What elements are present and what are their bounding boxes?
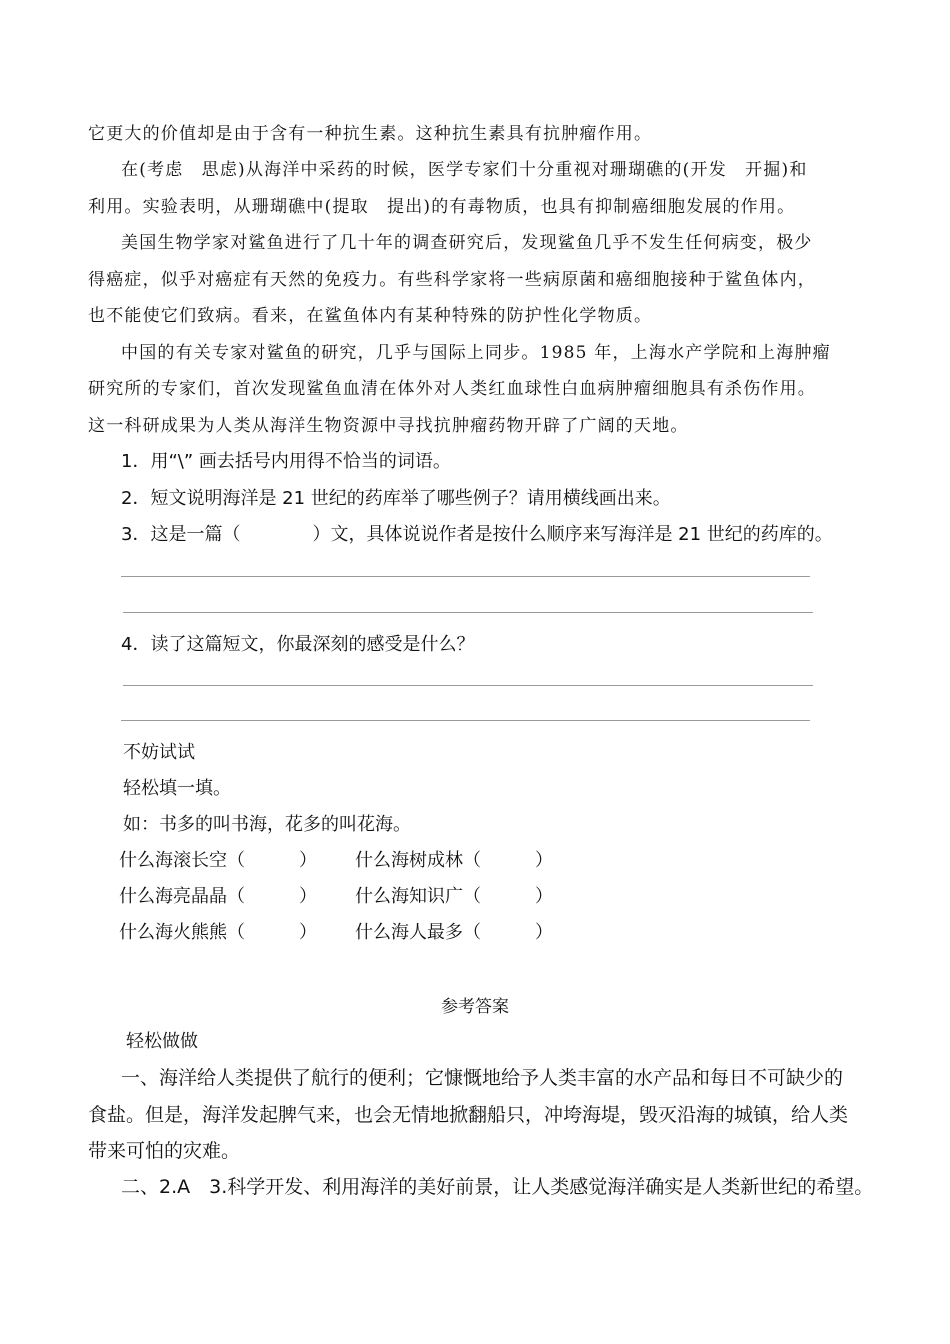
passage-line-4: 美国生物学家对鲨鱼进行了几十年的调查研究后，发现鲨鱼几乎不发生任何病变，极少 [121, 233, 813, 253]
question-1: 1．用“\” 画去括号内用得不恰当的词语。 [121, 451, 451, 472]
question-2: 2．短文说明海洋是 21 世纪的药库举了哪些例子？请用横线画出来。 [121, 488, 671, 509]
passage-line-2: 在(考虑 思虑)从海洋中采药的时候，医学专家们十分重视对珊瑚礁的(开发 开掘)和 [121, 160, 808, 180]
question-4: 4．读了这篇短文，你最深刻的感受是什么？ [121, 634, 475, 655]
answer-line-text: 一、海洋给人类提供了航行的便利；它慷慨地给予人类丰富的水产品和每日不可缺少的 [121, 1067, 844, 1089]
passage-line-5: 得癌症，似乎对癌症有天然的免疫力。有些科学家将一些病原菌和癌细胞接种于鲨鱼体内， [88, 270, 816, 290]
passage-line-3: 利用。实验表明，从珊瑚礁中(提取 提出)的有毒物质，也具有抑制癌细胞发展的作用。 [88, 197, 796, 217]
fill-blank-item[interactable]: 什么海滚长空（ ） [119, 850, 317, 871]
fill-blank-item[interactable]: 什么海亮晶晶（ ） [119, 886, 317, 907]
answer-line[interactable] [123, 685, 813, 686]
exercise-title: 不妨试试 [123, 742, 195, 763]
answer-line[interactable] [123, 612, 813, 613]
fill-blank-item[interactable]: 什么海人最多（ ） [355, 922, 553, 943]
answer-line-text: 二、2.A 3.科学开发、利用海洋的美好前景，让人类感觉海洋确实是人类新世纪的希望。 [121, 1176, 874, 1198]
passage-line-9: 这一科研成果为人类从海洋生物资源中寻找抗肿瘤药物开辟了广阔的天地。 [88, 416, 689, 436]
fill-blank-item[interactable]: 什么海知识广（ ） [355, 886, 553, 907]
question-3: 3．这是一篇（ ）文，具体说说作者是按什么顺序来写海洋是 21 世纪的药库的。 [121, 524, 833, 545]
answer-line-text: 带来可怕的灾难。 [88, 1140, 241, 1162]
fill-blank-item[interactable]: 什么海树成林（ ） [355, 850, 553, 871]
passage-line-6: 也不能使它们致病。看来，在鲨鱼体内有某种特殊的防护性化学物质。 [88, 306, 653, 326]
answers-section: 轻松做做 [126, 1031, 198, 1052]
answer-line-text: 食盐。但是，海洋发起脾气来，也会无情地掀翻船只，冲垮海堤，毁灭沿海的城镇，给人类 [88, 1104, 849, 1126]
exercise-example: 如：书多的叫书海，花多的叫花海。 [123, 814, 411, 835]
answer-line[interactable] [121, 720, 810, 721]
answer-line[interactable] [121, 576, 810, 577]
exercise-subtitle: 轻松填一填。 [123, 778, 231, 799]
answers-title: 参考答案 [441, 997, 509, 1017]
fill-blank-item[interactable]: 什么海火熊熊（ ） [119, 922, 317, 943]
passage-line-8: 研究所的专家们，首次发现鲨鱼血清在体外对人类红血球性白血病肿瘤细胞具有杀伤作用。 [88, 379, 816, 399]
passage-line-7: 中国的有关专家对鲨鱼的研究，几乎与国际上同步。1985 年，上海水产学院和上海肿瘤 [121, 343, 831, 363]
passage-line-1: 它更大的价值却是由于含有一种抗生素。这种抗生素具有抗肿瘤作用。 [88, 124, 653, 144]
